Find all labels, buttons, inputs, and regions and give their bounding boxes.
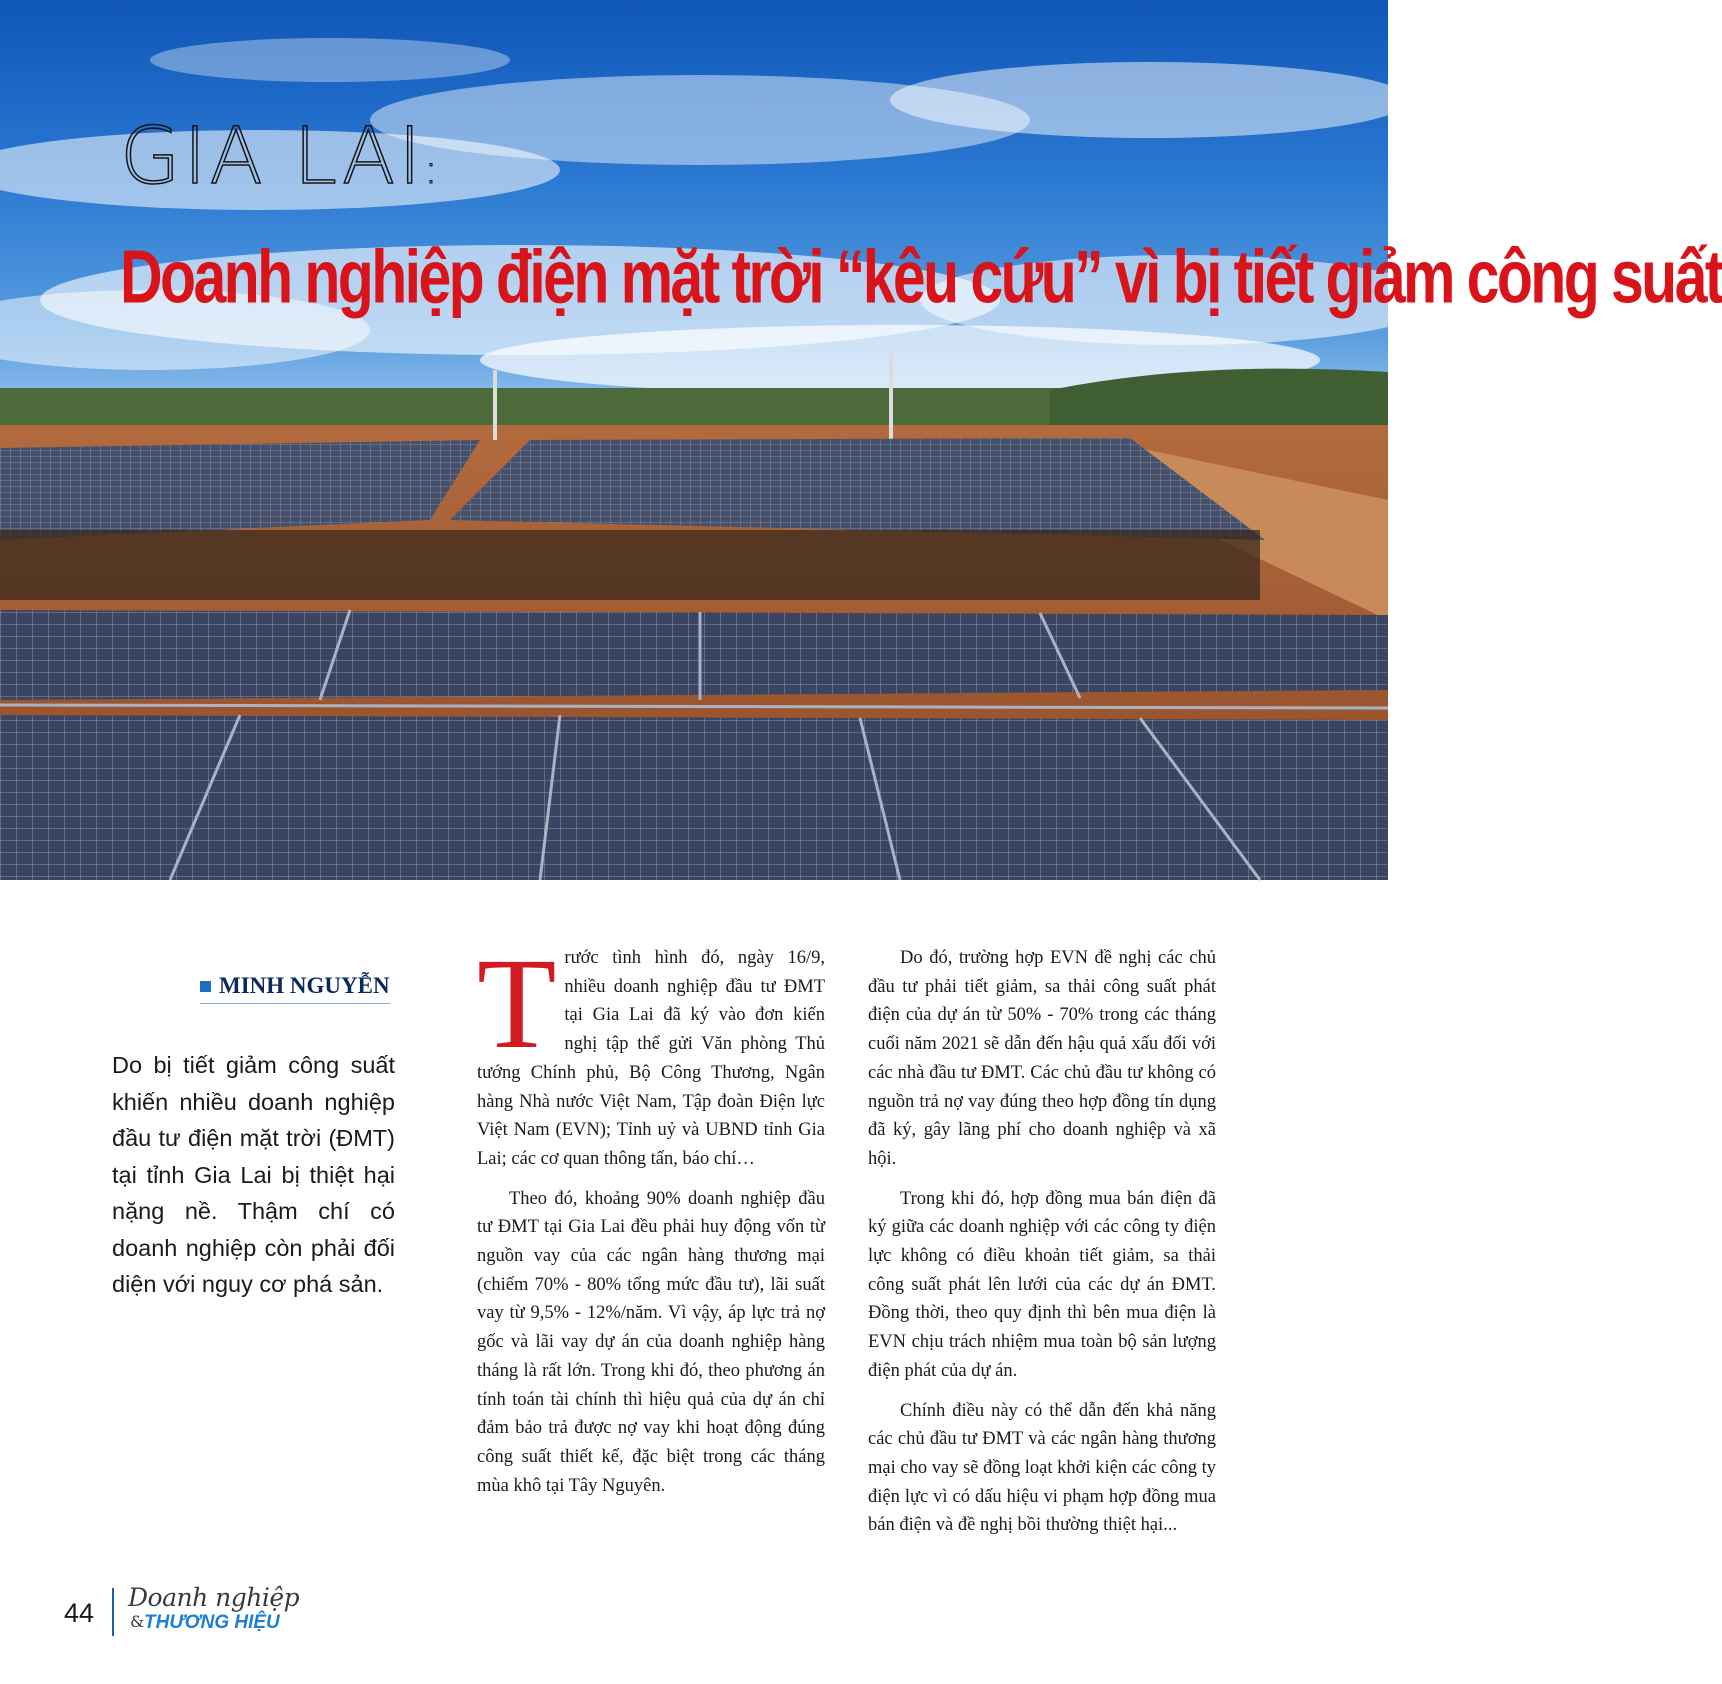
byline (200, 973, 390, 1004)
paragraph: Trong khi đó, hợp đồng mua bán điện đã ký giữa các doanh nghiệp với các công ty điện lực không có điều khoản tiết giảm, sa thải công suất phát lên lưới của các dự án ĐMT. Đồng thời, theo quy định thì bên mua điện là EVN chịu trách nhiệm mua toàn bộ sản lượng điện phát của dự án. (868, 1188, 1216, 1381)
paragraph (477, 932, 825, 1174)
paragraph-text: rước tình hình đó, ngày 16/9, nhiều doanh nghiệp đầu tư ĐMT tại Gia Lai đã ký vào đơn kiến nghị tập thể gửi Văn phòng Thủ tướng Chính phủ, Bộ Công Thương, Ngân hàng Nhà nước Việt Nam, Tập đoàn Điện lực Việt Nam (EVN); Tỉnh uỷ và UBND tỉnh Gia Lai; các cơ quan thông tấn, báo chí… (477, 948, 825, 1169)
clouds (0, 38, 1722, 395)
kicker-colon: : (424, 147, 441, 193)
kicker-title (120, 112, 441, 202)
byline-author: MINH NGUYỄN (219, 973, 390, 998)
drop-cap: T (477, 932, 557, 1076)
square-bullet-icon (200, 981, 211, 992)
page-number: 44 (64, 1598, 95, 1628)
headline: Doanh nghiệp điện mặt trời “kêu cứu” vì bị tiết giảm công suất (120, 234, 1722, 320)
paragraph: Do đó, trường hợp EVN đề nghị các chủ đầu tư phải tiết giảm, sa thải công suất phát điện của dự án từ 50% - 70% trong các tháng cuối năm 2021 sẽ dẫn đến hậu quả xấu đối với các nhà đầu tư ĐMT. Các chủ đầu tư không có nguồn trả nợ vay đúng theo hợp đồng tín dụng đã ký, gây lãng phí cho doanh nghiệp và xã hội. (868, 948, 1216, 1169)
paragraph: Chính điều này có thể dẫn đến khả năng các chủ đầu tư ĐMT và các ngân hàng thương mại cho vay sẽ đồng loạt khởi kiện các công ty điện lực vì có dấu hiệu vi phạm hợp đồng mua bán điện và đề nghị bồi thường thiệt hại... (868, 1400, 1216, 1536)
panel-row-near (0, 715, 1388, 880)
magazine-brand-top: Doanh nghiệp (128, 1583, 300, 1612)
kicker-text: GIA LAI (120, 112, 425, 202)
article-column-1 (477, 932, 825, 1511)
paragraph: Theo đó, khoảng 90% doanh nghiệp đầu tư ĐMT tại Gia Lai đều phải huy động vốn từ nguồn vay của các ngân hàng thương mại (chiếm 70% - 80% tổng mức đầu tư), lãi suất vay từ 9,5% - 12%/năm. Vì vậy, áp lực trả nợ gốc và lãi vay dự án của doanh nghiệp hàng tháng là rất lớn. Trong khi đó, theo phương án tính toán tài chính thì hiệu quả của dự án chỉ đảm bảo trả được nợ vay khi hoạt động đúng công suất thiết kế, đặc biệt trong các tháng mùa khô tại Tây Nguyên. (477, 1188, 825, 1496)
article-column-2 (868, 944, 1216, 1551)
panel-row-mid (0, 610, 1388, 700)
magazine-brand-ampersand: & (130, 1612, 145, 1631)
magazine-brand-bottom: THƯƠNG HIỆU (144, 1612, 280, 1633)
footer-divider (112, 1588, 114, 1636)
sapo-lead: Do bị tiết giảm công suất khiến nhiều doanh nghiệp đầu tư điện mặt trời (ĐMT) tại tỉnh Gia Lai bị thiệt hại nặng nề. Thậm chí có doanh nghiệp còn phải đối diện với nguy cơ phá sản. (112, 1052, 395, 1297)
